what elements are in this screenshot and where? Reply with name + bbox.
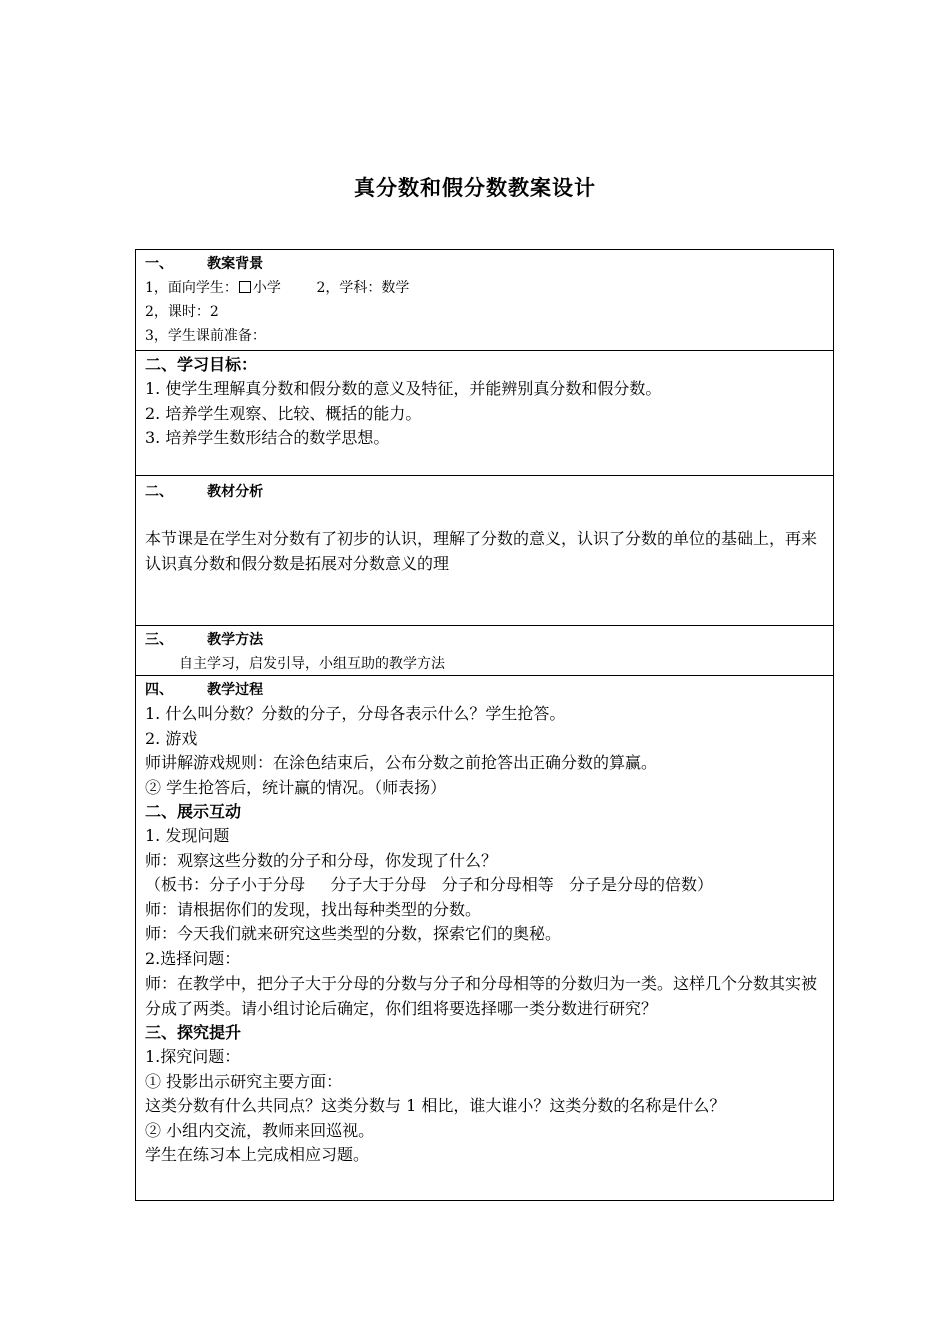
process-line: ② 小组内交流，教师来回巡视。	[145, 1120, 375, 1140]
process-line: （板书：分子小于分母 分子大于分母 分子和分母相等 分子是分母的倍数）	[145, 875, 713, 894]
process-line: 师：请根据你们的发现，找出每种类型的分数。	[145, 899, 482, 919]
section-background	[136, 250, 833, 351]
process-line: 1. 发现问题	[145, 826, 230, 845]
process-line: 2. 游戏	[145, 728, 198, 748]
process-line: 师：今天我们就来研究这些类型的分数，探索它们的奥秘。	[145, 924, 562, 943]
background-line-3: 3，学生课前准备：	[145, 328, 266, 344]
checkbox-icon	[239, 281, 251, 293]
method-text: 自主学习，启发引导，小组互助的教学方法	[179, 656, 445, 672]
process-line: 学生在练习本上完成相应习题。	[145, 1145, 370, 1164]
section-heading: 二、学习目标：	[145, 355, 258, 374]
process-line: 2.选择问题：	[145, 948, 241, 968]
process-line: 师讲解游戏规则：在涂色结束后，公布分数之前抢答出正确分数的算赢。	[145, 753, 658, 772]
process-paragraph: 师：在教学中，把分子大于分母的分数与分子和分母相等的分数归为一类。这样几个分数其实被分成了两类。请小组讨论后确定，你们组将要选择哪一类分数进行研究？	[145, 974, 818, 1018]
lesson-plan-table	[135, 249, 834, 1201]
background-line-1	[145, 276, 824, 300]
section-heading: 四、 教学过程	[145, 682, 264, 698]
goal-item: 2. 培养学生观察、比较、概括的能力。	[145, 403, 422, 423]
goal-item: 3. 培养学生数形结合的数学思想。	[145, 428, 390, 447]
section-heading: 三、 教学方法	[145, 632, 264, 648]
subsection-heading: 三、探究提升	[145, 1023, 242, 1042]
section-method	[136, 626, 833, 676]
section-goals	[136, 351, 833, 476]
goal-item: 1. 使学生理解真分数和假分数的意义及特征，并能辨别真分数和假分数。	[145, 379, 662, 398]
section-analysis	[136, 476, 833, 626]
process-line: ② 学生抢答后，统计赢的情况。（师表扬）	[145, 777, 447, 797]
section-process	[136, 676, 833, 1200]
section-heading: 二、 教材分析	[145, 484, 264, 500]
process-line: ① 投影出示研究主要方面：	[145, 1071, 343, 1091]
analysis-text: 本节课是在学生对分数有了初步的认识，理解了分数的意义，认识了分数的单位的基础上，再来认识真分数和假分数是拓展对分数意义的理	[145, 529, 818, 573]
process-line: 这类分数有什么共同点？这类分数与 1 相比，谁大谁小？这类分数的名称是什么？	[145, 1096, 726, 1115]
process-line: 1.探究问题：	[145, 1047, 241, 1066]
background-line-2: 2，课时：2	[145, 304, 219, 320]
subsection-heading: 二、展示互动	[145, 802, 242, 821]
document-title: 真分数和假分数教案设计	[354, 176, 596, 200]
section-heading: 一、 教案背景	[145, 256, 264, 272]
target-students-label: 1，面向学生：	[145, 280, 238, 296]
process-line: 1. 什么叫分数？分数的分子，分母各表示什么？学生抢答。	[145, 704, 566, 723]
process-line: 师：观察这些分数的分子和分母，你发现了什么？	[145, 850, 498, 870]
subject-text: 小学 2，学科：数学	[252, 280, 410, 296]
